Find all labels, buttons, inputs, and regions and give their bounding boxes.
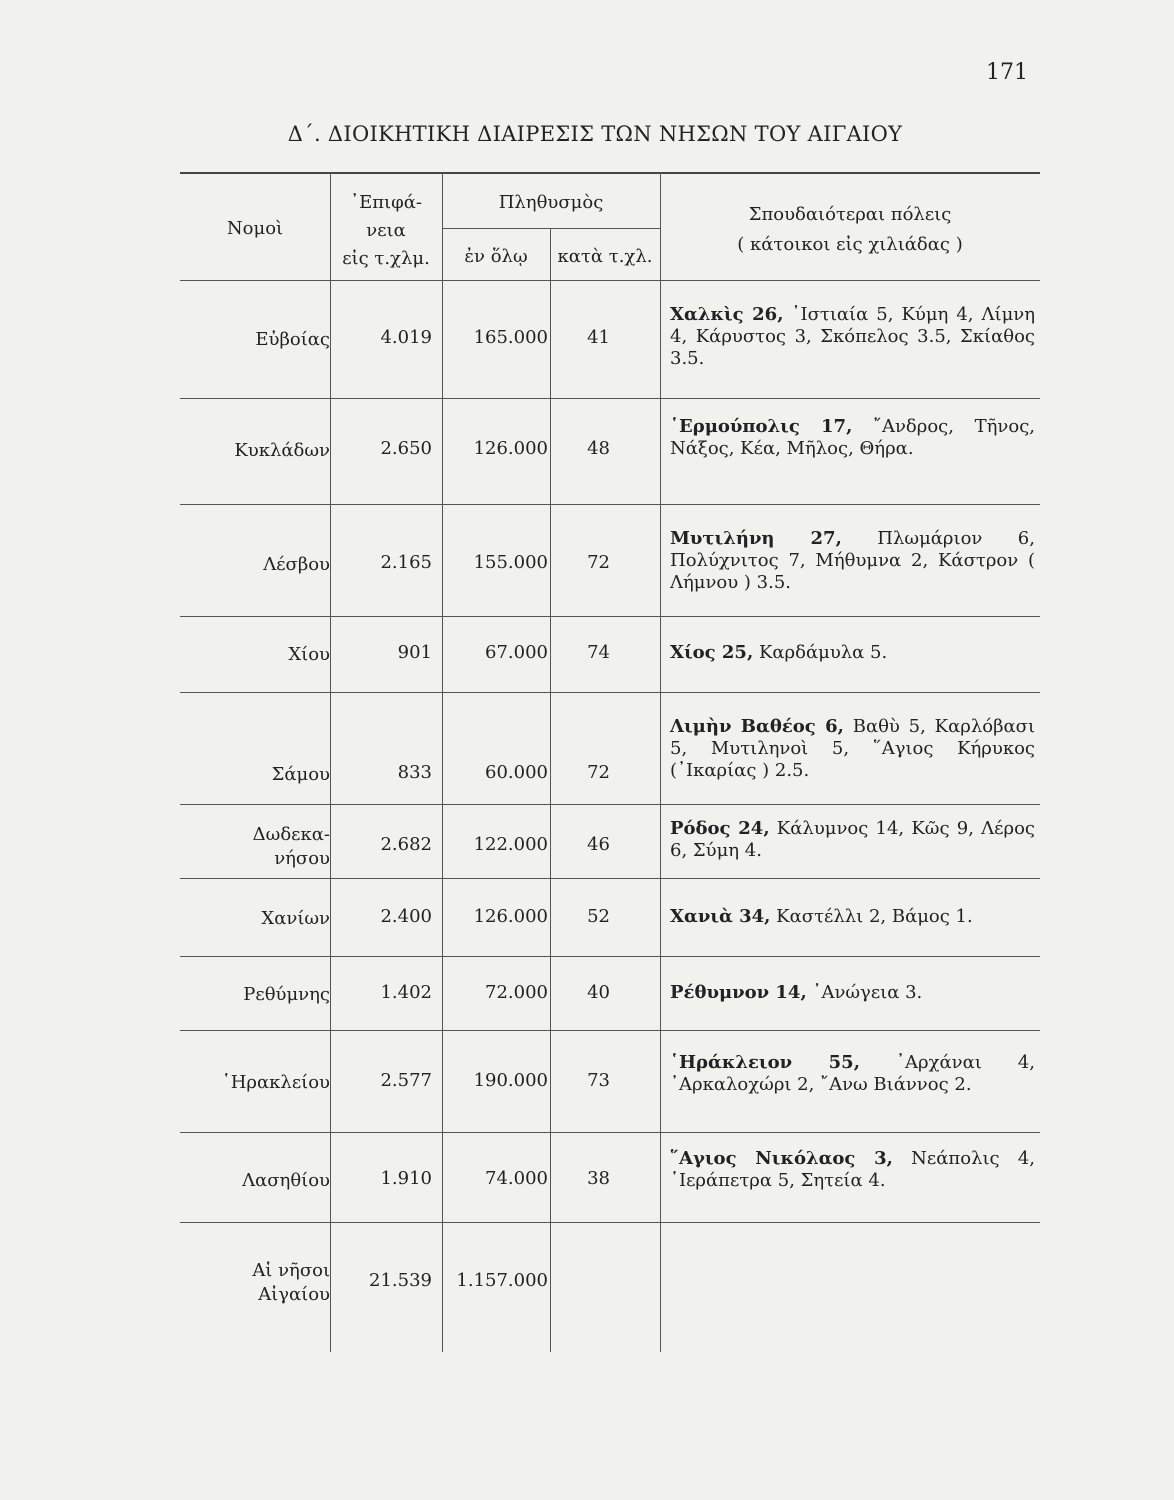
density-value: 72 xyxy=(587,552,610,573)
area-value: 1.402 xyxy=(380,982,432,1003)
area-value: 2.577 xyxy=(380,1070,432,1091)
page-title: Δ΄. ΔΙΟΙΚΗΤΙΚΗ ΔΙΑΙΡΕΣΙΣ ΤΩΝ ΝΗΣΩΝ ΤΟΥ ΑΙΓΑΙΟΥ xyxy=(287,122,903,146)
chief-town: Χίος 25, xyxy=(670,642,754,663)
row-rule xyxy=(180,1132,1040,1133)
main-cities xyxy=(670,528,1035,594)
population-value: 155.000 xyxy=(473,552,548,573)
header-area-line1: ᾿Επιφά- xyxy=(350,192,422,213)
density-value: 48 xyxy=(587,438,610,459)
column-rule xyxy=(660,172,661,1352)
row-rule xyxy=(180,956,1040,957)
chief-town: Χαλκὶς 26, xyxy=(670,304,784,325)
table-top-rule xyxy=(180,172,1040,174)
area-value: 2.650 xyxy=(380,438,432,459)
other-towns: ῎Ανδρος, Τῆνος, Νάξος, Κέα, Μῆλος, Θήρα. xyxy=(670,416,1035,459)
chief-town: Ρόδος 24, xyxy=(670,818,770,839)
main-cities xyxy=(670,1148,1035,1192)
total-name-line2: Αἰγαίου xyxy=(258,1284,330,1305)
prefecture-name: Λέσβου xyxy=(263,554,330,575)
prefecture-name: Ρεθύμνης xyxy=(243,984,330,1005)
area-value: 2.165 xyxy=(380,552,432,573)
header-prefecture: Νομοὶ xyxy=(226,218,284,239)
row-rule xyxy=(180,878,1040,879)
area-value: 1.910 xyxy=(380,1168,432,1189)
other-towns: Κάλυμνος 14, Κῶς 9, Λέρος 6, Σύμη 4. xyxy=(670,818,1035,861)
population-value: 165.000 xyxy=(473,327,548,348)
header-population: Πληθυσμὸς xyxy=(498,192,604,213)
row-rule xyxy=(180,1222,1040,1223)
chief-town: ῾Ηράκλειον 55, xyxy=(670,1052,860,1073)
prefecture-name-line2: νήσου xyxy=(274,848,330,869)
other-towns: ᾿Αρχάναι 4, ᾿Αρκαλοχώρι 2, ῎Ανω Βιάννος 2. xyxy=(670,1052,1036,1095)
density-value: 38 xyxy=(587,1168,610,1189)
main-cities xyxy=(670,716,1035,782)
header-cities: Σπουδαιότεραι πόλεις xyxy=(748,204,952,225)
prefecture-name: Σάμου xyxy=(271,764,330,785)
area-value: 4.019 xyxy=(380,327,432,348)
page-number: 171 xyxy=(986,60,1028,85)
header-population-total: ἐν ὅλῳ xyxy=(464,246,528,267)
administrative-division-table xyxy=(180,172,1040,1352)
prefecture-name: Χίου xyxy=(288,644,330,665)
header-area-line2: νεια xyxy=(366,220,406,241)
chief-town: ῞Αγιος Νικόλαος 3, xyxy=(670,1148,893,1169)
row-rule xyxy=(180,398,1040,399)
main-cities xyxy=(670,818,1035,862)
main-cities xyxy=(670,304,1035,370)
population-value: 126.000 xyxy=(473,906,548,927)
main-cities xyxy=(670,642,1035,664)
density-value: 73 xyxy=(587,1070,610,1091)
population-header-rule xyxy=(442,228,660,229)
density-value: 40 xyxy=(587,982,610,1003)
density-value: 41 xyxy=(587,327,610,348)
density-value: 74 xyxy=(587,642,610,663)
other-towns: ῾Ιστιαία 5, Κύμη 4, Λίμνη 4, Κάρυστος 3, Σκόπελος 3.5, Σκίαθος 3.5. xyxy=(670,304,1035,369)
area-value: 2.400 xyxy=(380,906,432,927)
density-value: 52 xyxy=(587,906,610,927)
area-value: 833 xyxy=(397,762,432,783)
row-rule xyxy=(180,616,1040,617)
prefecture-name-line1: Δωδεκα- xyxy=(252,824,330,845)
prefecture-name: Χανίων xyxy=(261,908,330,929)
main-cities xyxy=(670,1052,1035,1096)
main-cities xyxy=(670,982,1035,1004)
other-towns: Νεάπολις 4, ῾Ιεράπετρα 5, Σητεία 4. xyxy=(670,1148,1036,1191)
chief-town: Ρέθυμνον 14, xyxy=(670,982,807,1003)
main-cities xyxy=(670,906,1035,928)
chief-town: Μυτιλήνη 27, xyxy=(670,528,842,549)
row-rule xyxy=(180,692,1040,693)
header-cities-note: ( κάτοικοι εἰς χιλιάδας ) xyxy=(737,234,963,255)
header-bottom-rule xyxy=(180,280,1040,281)
main-cities xyxy=(670,416,1035,460)
population-value: 67.000 xyxy=(485,642,548,663)
population-value: 74.000 xyxy=(485,1168,548,1189)
row-rule xyxy=(180,504,1040,505)
other-towns: ᾿Ανώγεια 3. xyxy=(806,982,923,1003)
population-value: 190.000 xyxy=(473,1070,548,1091)
total-population-value: 1.157.000 xyxy=(456,1270,548,1291)
prefecture-name: ῾Ηρακλείου xyxy=(221,1072,330,1093)
chief-town: ῾Ερμούπολις 17, xyxy=(670,416,853,437)
row-rule xyxy=(180,804,1040,805)
chief-town: Λιμὴν Βαθέος 6, xyxy=(670,716,844,737)
area-value: 2.682 xyxy=(380,834,432,855)
population-value: 72.000 xyxy=(485,982,548,1003)
other-towns: Καρδάμυλα 5. xyxy=(753,642,888,663)
other-towns: Πλωμάριον 6, Πολύχνιτος 7, Μήθυμνα 2, Κάστρον ( Λήμνου ) 3.5. xyxy=(670,528,1035,593)
total-area-value: 21.539 xyxy=(369,1270,432,1291)
population-value: 60.000 xyxy=(485,762,548,783)
prefecture-name: Κυκλάδων xyxy=(234,440,330,461)
population-value: 126.000 xyxy=(473,438,548,459)
prefecture-name: Λασηθίου xyxy=(242,1170,330,1191)
row-rule xyxy=(180,1030,1040,1031)
chief-town: Χανιὰ 34, xyxy=(670,906,771,927)
density-value: 46 xyxy=(587,834,610,855)
total-name-line1: Αἱ νῆσοι xyxy=(252,1260,330,1281)
density-value: 72 xyxy=(587,762,610,783)
header-area-line3: εἰς τ.χλμ. xyxy=(342,248,430,269)
column-rule xyxy=(330,172,331,1352)
other-towns: Βαθὺ 5, Καρλόβασι 5, Μυτιληνοὶ 5, ῞Αγιος Κήρυκος (᾿Ικαρίας ) 2.5. xyxy=(670,716,1035,781)
prefecture-name: Εὐβοίας xyxy=(255,329,330,350)
area-value: 901 xyxy=(397,642,432,663)
header-population-density: κατὰ τ.χλ. xyxy=(557,246,653,267)
population-value: 122.000 xyxy=(473,834,548,855)
other-towns: Καστέλλι 2, Βάμος 1. xyxy=(770,906,973,927)
